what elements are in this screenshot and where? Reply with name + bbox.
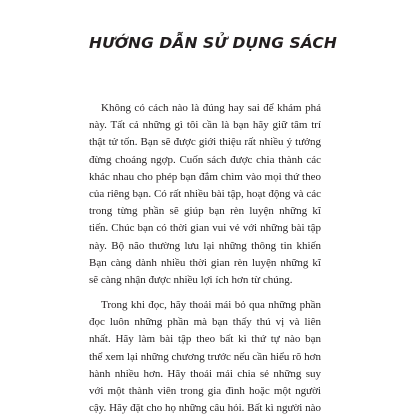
text-line: sẽ càng nhận được nhiều lợi ích hơn từ chúng. — [89, 273, 293, 286]
paragraph-gap — [89, 289, 321, 297]
text-line: cậy. Hãy đặt cho họ những câu hỏi. Bất kì người nào — [89, 402, 321, 415]
paragraph-2 — [89, 297, 321, 417]
text-line: của riêng bạn. Có rất nhiều bài tập, hoạt động và các — [89, 187, 321, 200]
text-line: thật tử tốn. Bạn sẽ được giới thiệu rất nhiều ý tưởng — [89, 136, 321, 149]
text-line: với một thành viên trong gia đình hoặc một người — [89, 385, 321, 397]
text-line: Bạn càng dành nhiều thời gian rèn luyện những kĩ — [89, 256, 321, 269]
text-line: trong từng phần sẽ giúp bạn rèn luyện những kĩ — [89, 205, 321, 218]
text-line: Trong khi đọc, hãy thoải mái bỏ qua những phần — [101, 299, 321, 312]
text-line: khác nhau cho phép bạn đắm chìm vào mọi thứ theo — [89, 170, 321, 183]
paragraph-1 — [89, 100, 321, 289]
page-title: HƯỚNG DẪN SỬ DỤNG SÁCH — [89, 34, 337, 52]
text-line: tiến. Chúc bạn có thời gian vui vẻ với những bài tập — [89, 222, 321, 235]
text-line: đừng choáng ngợp. Cuốn sách được chia thành các — [89, 153, 321, 166]
text-line: này. Bộ não thường lưu lại những thông tin khiến — [89, 239, 321, 252]
text-line: nhất. Hãy làm bài tập theo bất kì thứ tự nào bạn — [89, 333, 321, 346]
text-line: Không có cách nào là đúng hay sai để khám phá — [101, 102, 321, 114]
text-line: đọc luôn những phần mà bạn thấy thú vị và liên — [89, 316, 321, 329]
text-line: hành nhiều hơn. Hãy thoải mái chia sẻ những suy — [89, 367, 321, 380]
text-line: này. Tất cả những gì tôi cần là bạn hãy giữ tâm trí — [89, 119, 321, 132]
body-text — [89, 100, 321, 417]
text-line: thể xem lại những chương trước nếu cần hiểu rõ hơn — [89, 350, 321, 363]
